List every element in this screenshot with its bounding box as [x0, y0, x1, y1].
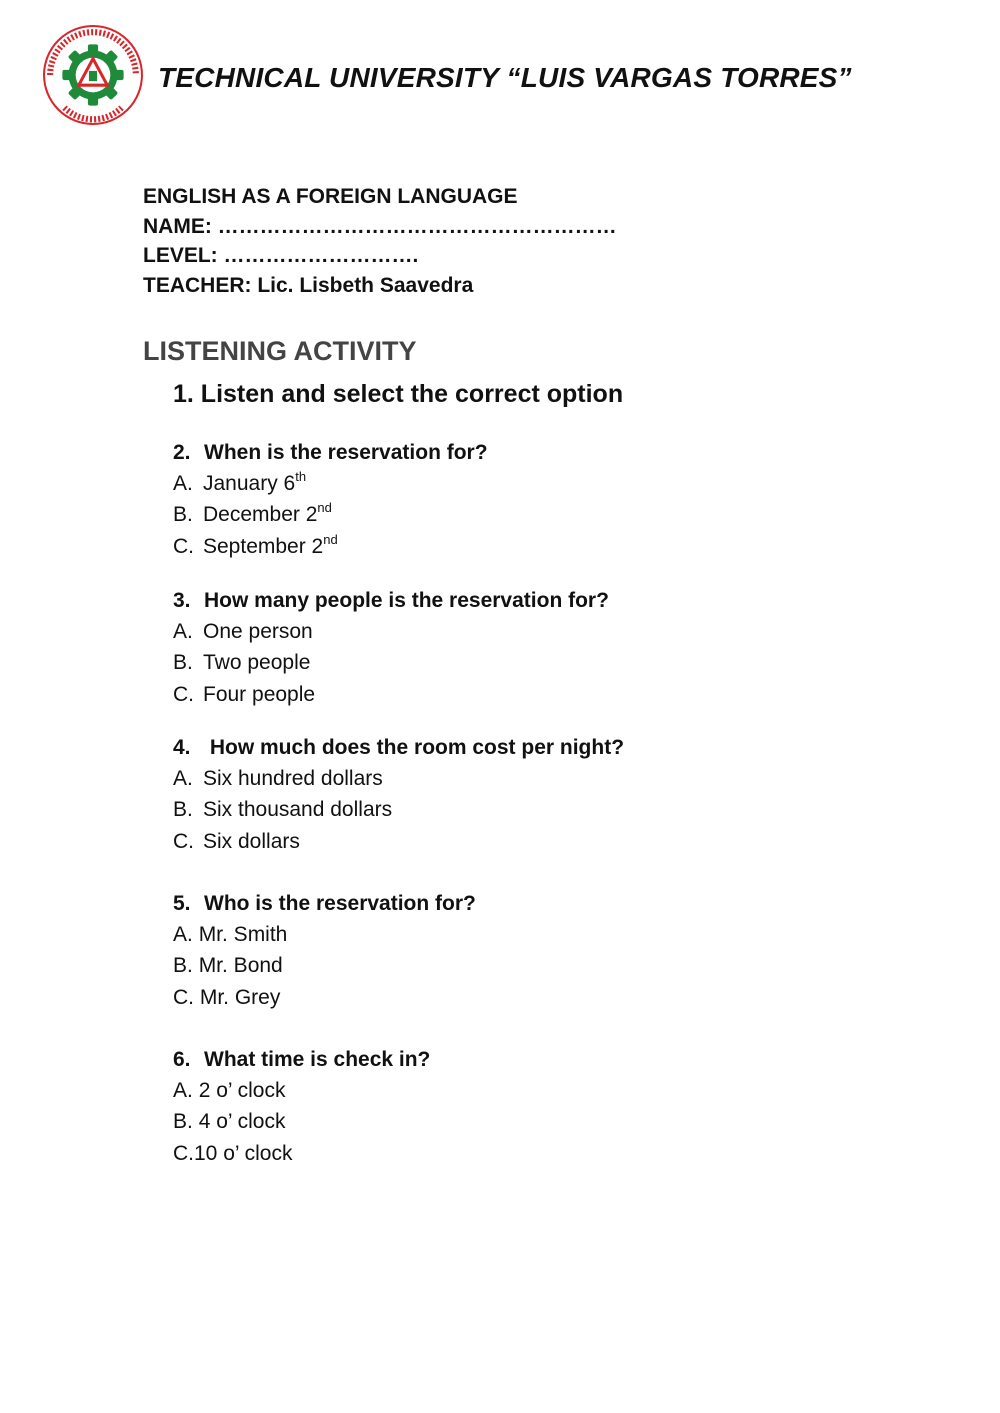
- level-line: LEVEL: ……………………….: [143, 244, 419, 267]
- subject-line: ENGLISH AS A FOREIGN LANGUAGE: [143, 185, 518, 208]
- option-text: September 2: [203, 534, 324, 558]
- option-letter: B.: [173, 1110, 193, 1134]
- option-letter: A.: [173, 923, 193, 946]
- option-text: January 6: [203, 472, 296, 495]
- option-text: 4 o’ clock: [198, 1110, 286, 1134]
- instruction: 1. Listen and select the correct option: [173, 380, 624, 408]
- university-logo: [42, 24, 144, 126]
- option-c[interactable]: [173, 982, 476, 1013]
- question-5: [173, 889, 476, 1013]
- question-number: 5.: [173, 892, 191, 915]
- option-text: One person: [203, 620, 313, 643]
- option-c[interactable]: [173, 1138, 430, 1169]
- option-text: Mr. Bond: [198, 954, 283, 978]
- option-letter: C.: [173, 985, 194, 1009]
- question-text: How much does the room cost per night?: [204, 736, 625, 759]
- option-letter: C.: [173, 682, 194, 706]
- option-text: 2 o’ clock: [198, 1079, 286, 1102]
- option-letter: C.: [173, 534, 194, 558]
- option-text: Six dollars: [203, 829, 300, 853]
- option-letter: B.: [173, 798, 193, 822]
- question-number: 6.: [173, 1048, 191, 1071]
- option-letter: B.: [173, 503, 193, 527]
- option-text: Two people: [203, 651, 311, 675]
- option-a[interactable]: [173, 1075, 430, 1106]
- option-letter: C.: [173, 1141, 194, 1165]
- question-text: How many people is the reservation for?: [204, 589, 609, 612]
- option-text: 10 o’ clock: [194, 1141, 293, 1165]
- university-title: TECHNICAL UNIVERSITY “LUIS VARGAS TORRES”: [158, 62, 852, 93]
- question-6: [173, 1045, 430, 1169]
- option-b[interactable]: [173, 647, 609, 678]
- question-4: [173, 733, 624, 857]
- question-number: 3.: [173, 589, 191, 612]
- question-2: [173, 438, 488, 562]
- option-b[interactable]: [173, 794, 624, 825]
- question-title: [173, 438, 488, 468]
- question-3: [173, 586, 609, 710]
- option-b[interactable]: [173, 499, 488, 530]
- option-letter: B.: [173, 954, 193, 978]
- question-text: What time is check in?: [204, 1048, 431, 1071]
- question-title: [173, 889, 476, 919]
- option-c[interactable]: [173, 679, 609, 710]
- option-b[interactable]: [173, 1106, 430, 1137]
- question-number: 2.: [173, 441, 191, 464]
- question-title: [173, 586, 609, 616]
- activity-title: LISTENING ACTIVITY: [143, 336, 417, 366]
- option-text: Mr. Grey: [199, 985, 281, 1009]
- option-a[interactable]: [173, 616, 609, 647]
- question-title: [173, 1045, 430, 1075]
- question-number: 4.: [173, 736, 191, 759]
- option-c[interactable]: [173, 531, 488, 562]
- name-line: NAME: …………………………………………………: [143, 214, 617, 238]
- ordinal-suffix: th: [295, 469, 307, 484]
- question-title: [173, 733, 624, 763]
- option-a[interactable]: [173, 919, 476, 950]
- option-letter: A.: [173, 1079, 193, 1102]
- option-text: Four people: [203, 682, 316, 706]
- option-letter: A.: [173, 620, 193, 643]
- option-letter: B.: [173, 651, 193, 675]
- option-a[interactable]: [173, 763, 624, 794]
- option-b[interactable]: [173, 950, 476, 981]
- question-text: When is the reservation for?: [204, 441, 488, 464]
- option-text: Mr. Smith: [198, 923, 288, 946]
- ordinal-suffix: nd: [323, 531, 338, 547]
- option-c[interactable]: [173, 826, 624, 857]
- option-text: December 2: [203, 503, 318, 527]
- option-letter: A.: [173, 767, 193, 790]
- teacher-line: TEACHER: Lic. Lisbeth Saavedra: [143, 273, 474, 297]
- option-text: Six thousand dollars: [203, 798, 393, 822]
- ordinal-suffix: nd: [317, 500, 332, 516]
- option-letter: A.: [173, 472, 193, 495]
- option-a[interactable]: [173, 468, 488, 499]
- option-text: Six hundred dollars: [203, 767, 383, 790]
- question-text: Who is the reservation for?: [204, 892, 476, 915]
- option-letter: C.: [173, 829, 194, 853]
- worksheet-header: [143, 182, 617, 300]
